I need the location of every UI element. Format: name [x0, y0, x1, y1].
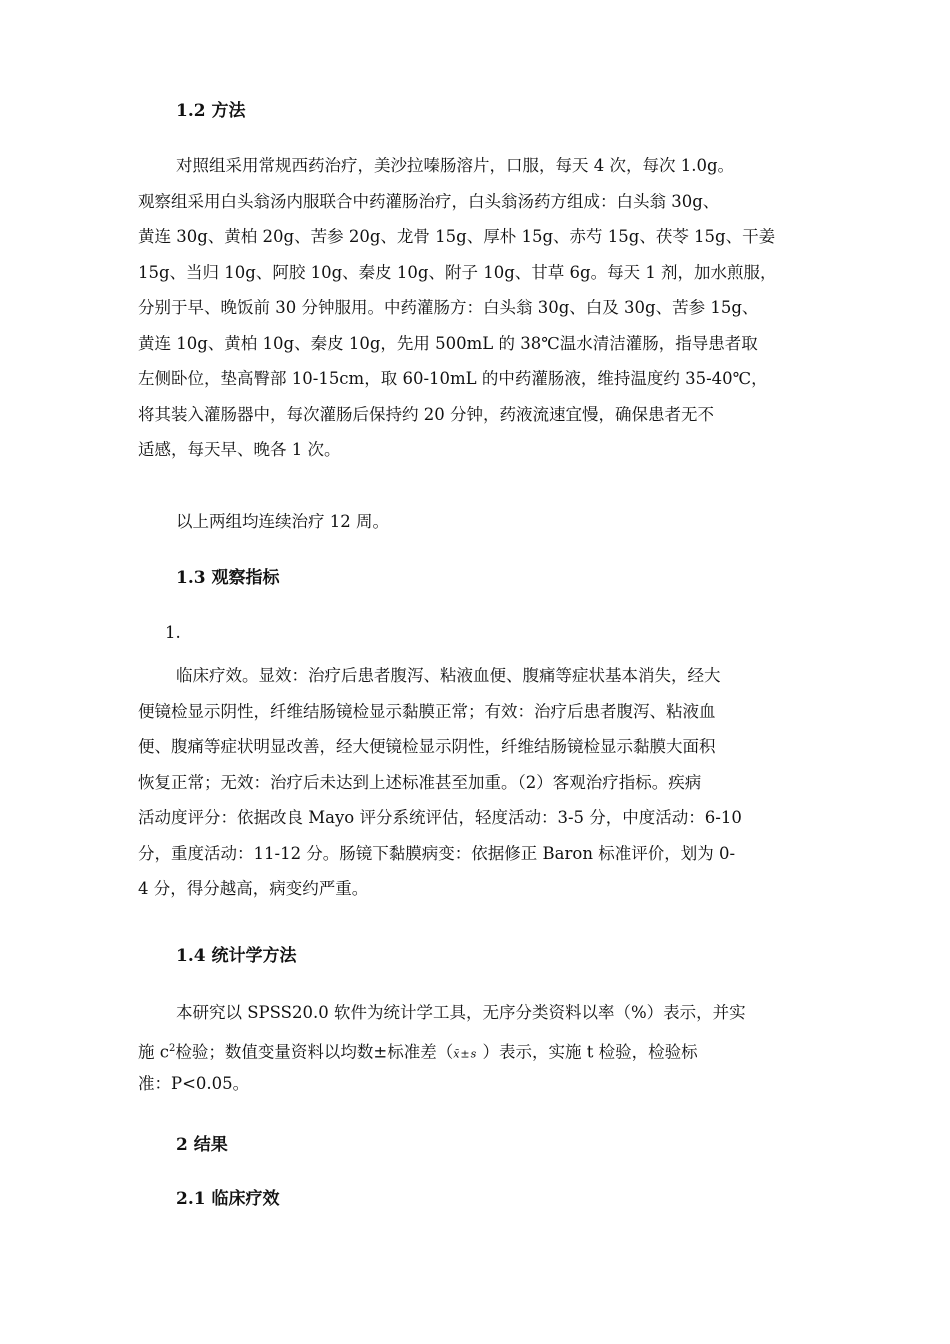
section-heading-2-1: 2.1 临床疗效: [176, 1189, 280, 1209]
text-line: 适感，每天早、晚各 1 次。: [138, 440, 341, 459]
paragraph-statistics: [138, 995, 828, 1102]
text-line: 活动度评分：依据改良 Mayo 评分系统评估，轻度活动：3-5 分，中度活动：6-10: [138, 808, 742, 827]
mean-sd-symbol: x̄±s: [453, 1047, 478, 1060]
text-line: 将其装入灌肠器中，每次灌肠后保持约 20 分钟，药液流速宜慢，确保患者无不: [138, 404, 714, 424]
text-line: 分，重度活动：11-12 分。肠镜下黏膜病变：依据修正 Baron 标准评价，划为 0-: [138, 843, 736, 863]
text-line: 恢复正常；无效：治疗后未达到上述标准甚至加重。（2）客观治疗指标。疾病: [138, 772, 702, 792]
paragraph-methods: [138, 148, 828, 468]
section-heading-2: 2 结果: [176, 1135, 228, 1155]
text-line: [138, 1031, 828, 1067]
text-line: 4 分，得分越高，病变约严重。: [138, 879, 369, 898]
section-heading-1-2: 1.2 方法: [176, 101, 246, 121]
superscript: 2: [169, 1042, 176, 1054]
paragraph-duration: [138, 504, 828, 540]
text-fragment: ）表示，实施 t 检验，检验标: [477, 1042, 698, 1061]
section-heading-1-4: 1.4 统计学方法: [176, 946, 297, 966]
text-line: 本研究以 SPSS20.0 软件为统计学工具，无序分类资料以率（%）表示，并实: [176, 1003, 746, 1022]
text-line: 临床疗效。显效：治疗后患者腹泻、粘液血便、腹痛等症状基本消失，经大: [176, 666, 721, 685]
text-line: 15g、当归 10g、阿胶 10g、秦皮 10g、附子 10g、甘草 6g。每天 1 剂，加水煎服，: [138, 262, 777, 282]
text-line: 黄连 30g、黄柏 20g、苦参 20g、龙骨 15g、厚朴 15g、赤芍 15g、茯苓 15g、干姜: [138, 227, 776, 246]
section-heading-1-3: 1.3 观察指标: [176, 568, 280, 588]
text-fragment: 检验；数值变量资料以均数±标准差（: [175, 1042, 454, 1061]
paragraph-indicators: [138, 658, 828, 907]
text-line: 便镜检显示阴性，纤维结肠镜检显示黏膜正常；有效：治疗后患者腹泻、粘液血: [138, 701, 716, 721]
text-line: 左侧卧位，垫高臀部 10-15cm，取 60-10mL 的中药灌肠液，维持温度约 35-40℃，: [138, 369, 768, 388]
text-line: 分别于早、晚饭前 30 分钟服用。中药灌肠方：白头翁 30g、白及 30g、苦参 15g、: [138, 298, 759, 317]
text-line: 对照组采用常规西药治疗，美沙拉嗪肠溶片，口服，每天 4 次，每次 1.0g。: [176, 156, 735, 175]
text-line: 以上两组均连续治疗 12 周。: [176, 512, 389, 531]
text-line: 便、腹痛等症状明显改善，经大便镜检显示阴性，纤维结肠镜检显示黏膜大面积: [138, 737, 716, 756]
list-marker: 1.: [165, 623, 181, 642]
text-line: 准：P<0.05。: [138, 1074, 250, 1093]
text-fragment: 施 c: [138, 1042, 169, 1061]
text-line: 观察组采用白头翁汤内服联合中药灌肠治疗，白头翁汤药方组成：白头翁 30g、: [138, 191, 720, 211]
text-line: 黄连 10g、黄柏 10g、秦皮 10g，先用 500mL 的 38℃温水清洁灌肠，指导患者取: [138, 333, 758, 353]
